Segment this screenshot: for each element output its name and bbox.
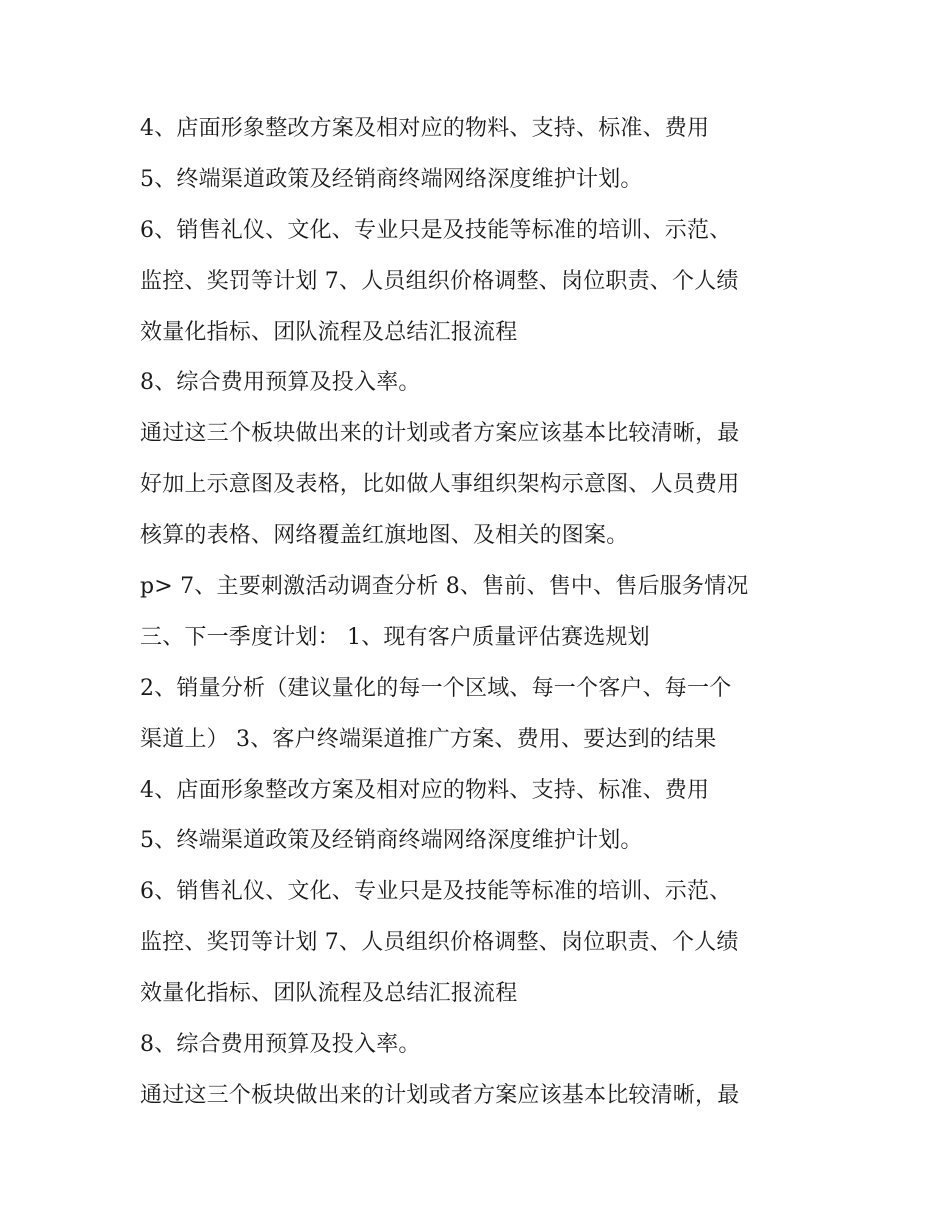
text-line: 2、销量分析（建议量化的每一个区域、每一个客户、每一个	[140, 675, 732, 701]
text-line: 通过这三个板块做出来的计划或者方案应该基本比较清晰，最	[140, 421, 740, 447]
text-line: 核算的表格、网络覆盖红旗地图、及相关的图案。	[140, 523, 629, 549]
text-line: 效量化指标、团队流程及总结汇报流程	[140, 981, 518, 1007]
body-text	[140, 104, 830, 1122]
text-line: 4、店面形象整改方案及相对应的物料、支持、标准、费用	[140, 777, 710, 803]
text-line: 通过这三个板块做出来的计划或者方案应该基本比较清晰，最	[140, 1082, 740, 1108]
text-line: 5、终端渠道政策及经销商终端网络深度维护计划。	[140, 828, 643, 854]
text-line: 6、销售礼仪、文化、专业只是及技能等标准的培训、示范、	[140, 879, 732, 905]
text-line: p> 7、主要刺激活动调查分析 8、售前、售中、售后服务情况	[140, 574, 749, 600]
text-line: 5、终端渠道政策及经销商终端网络深度维护计划。	[140, 166, 643, 192]
text-line: 6、销售礼仪、文化、专业只是及技能等标准的培训、示范、	[140, 217, 732, 243]
text-line: 8、综合费用预算及投入率。	[140, 1032, 421, 1058]
text-line: 三、下一季度计划： 1、现有客户质量评估赛选规划	[140, 624, 650, 650]
text-line: 4、店面形象整改方案及相对应的物料、支持、标准、费用	[140, 116, 710, 141]
text-line: 监控、奖罚等计划 7、人员组织价格调整、岗位职责、个人绩	[140, 930, 739, 956]
text-line: 效量化指标、团队流程及总结汇报流程	[140, 319, 518, 345]
text-line: 8、综合费用预算及投入率。	[140, 370, 421, 396]
text-line: 监控、奖罚等计划 7、人员组织价格调整、岗位职责、个人绩	[140, 268, 739, 294]
text-line: 渠道上） 3、客户终端渠道推广方案、费用、要达到的结果	[140, 726, 717, 752]
text-line: 好加上示意图及表格，比如做人事组织架构示意图、人员费用	[140, 472, 740, 498]
